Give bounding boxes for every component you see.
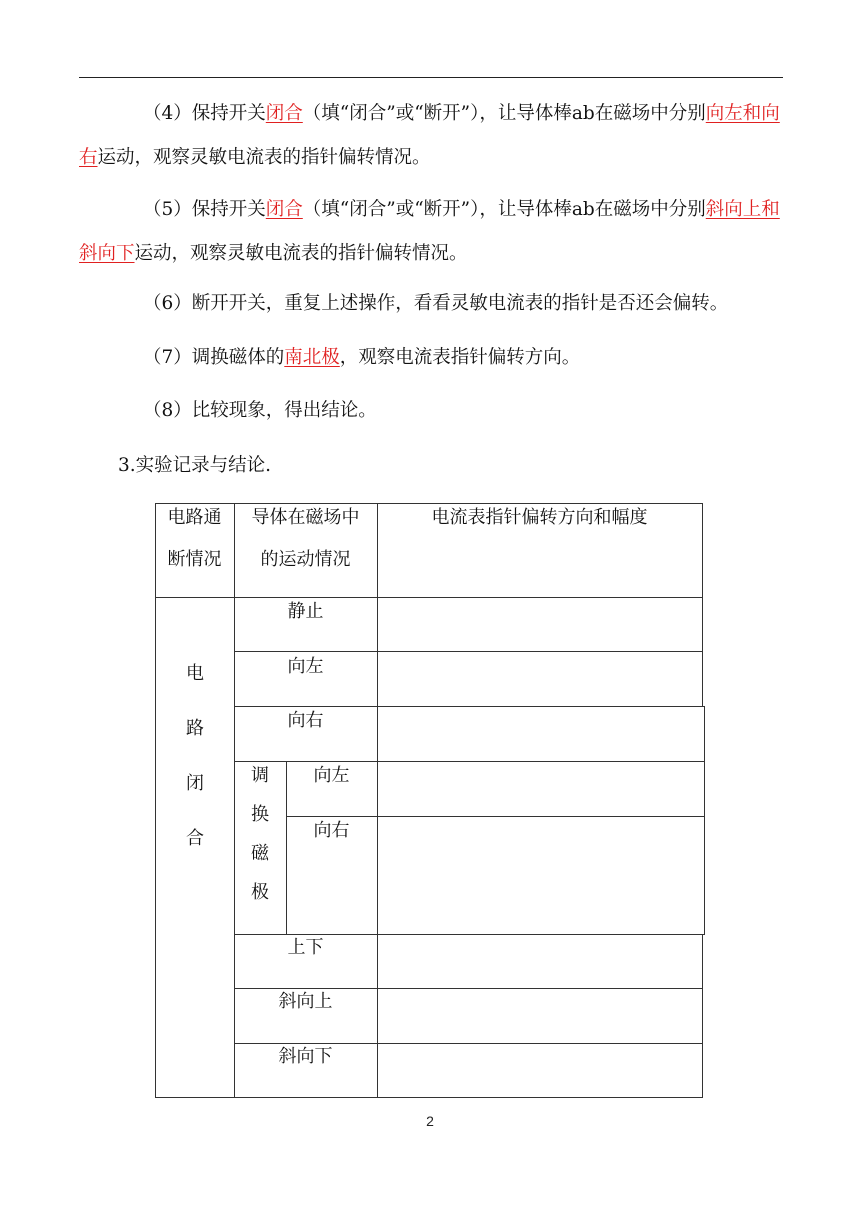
header-deflection: 电流表指针偏转方向和幅度 xyxy=(431,507,648,528)
step-text: （4）保持开关 xyxy=(143,103,266,124)
header-rule xyxy=(79,77,783,78)
page-number: 2 xyxy=(426,1113,434,1129)
row-swap-right: 向右 xyxy=(313,820,350,841)
step-text: （填“闭合”或“断开”），让导体棒ab在磁场中分别 xyxy=(302,103,706,124)
row-left: 向左 xyxy=(287,656,324,677)
step-6 xyxy=(79,282,783,326)
swap-poles-label: 调 换 磁 极 xyxy=(251,765,269,903)
section-heading: 3.实验记录与结论. xyxy=(118,455,272,476)
step-7 xyxy=(79,336,783,380)
header-circuit-state: 电路通 断情况 xyxy=(167,507,222,570)
answer-text: 向左和向右 xyxy=(79,103,780,168)
step-text: （填“闭合”或“断开”），让导体棒ab在磁场中分别 xyxy=(302,199,706,220)
row-right: 向右 xyxy=(287,710,324,731)
step-text: 运动，观察灵敏电流表的指针偏转情况。 xyxy=(134,243,468,264)
header-motion: 导体在磁场中 的运动情况 xyxy=(251,507,360,570)
answer-text: 闭合 xyxy=(265,199,303,220)
step-4 xyxy=(79,92,783,180)
step-8 xyxy=(79,389,783,433)
row-swap-left: 向左 xyxy=(313,765,350,786)
answer-text: 斜向上和斜向下 xyxy=(79,199,780,264)
row-static: 静止 xyxy=(287,601,324,622)
step-5 xyxy=(79,188,783,276)
step-text: （8）比较现象，得出结论。 xyxy=(143,400,377,421)
step-text: （7）调换磁体的 xyxy=(143,347,285,368)
row-updown: 上下 xyxy=(287,937,324,958)
step-text: （6）断开开关，重复上述操作，看看灵敏电流表的指针是否还会偏转。 xyxy=(143,293,729,314)
step-text: ，观察电流表指针偏转方向。 xyxy=(339,347,581,368)
answer-text: 南北极 xyxy=(284,347,340,368)
row-diag-up: 斜向上 xyxy=(278,991,333,1012)
circuit-closed-label: 电 路 闭 合 xyxy=(186,663,204,849)
row-diag-down: 斜向下 xyxy=(278,1046,333,1067)
step-text: 运动，观察灵敏电流表的指针偏转情况。 xyxy=(97,147,431,168)
step-text: （5）保持开关 xyxy=(143,199,266,220)
answer-text: 闭合 xyxy=(265,103,303,124)
